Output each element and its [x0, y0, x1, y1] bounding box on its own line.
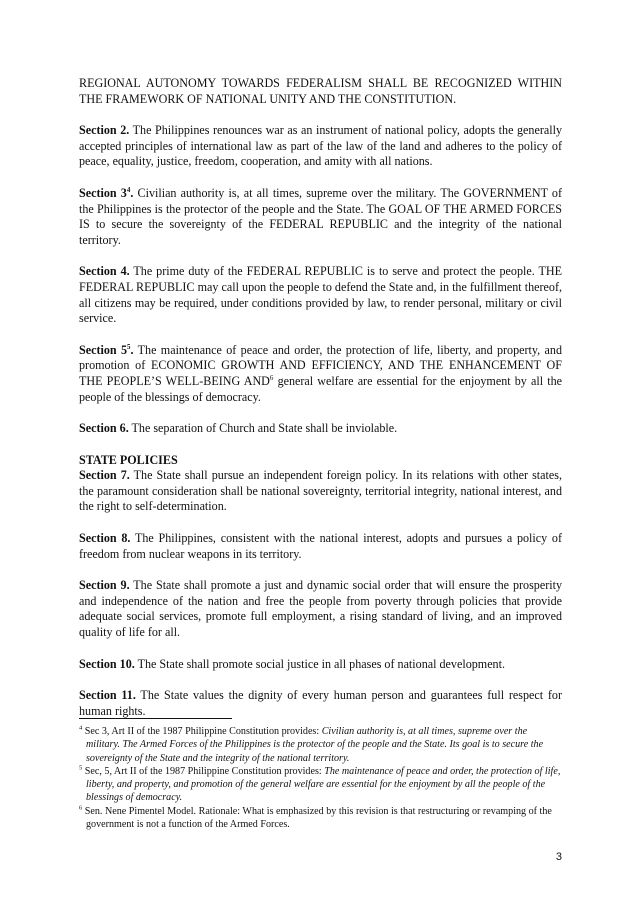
section-label: Section 2.	[79, 123, 130, 138]
section-9	[79, 578, 562, 640]
footnote-4	[79, 725, 562, 765]
section-label	[79, 343, 134, 357]
footnote-plain-text: Sen. Nene Pimentel Model. Rationale: What is emphasized by this revision is that restructuring or revamping of the government is not a function of the Armed Forces.	[82, 805, 552, 831]
footnote-divider	[79, 718, 232, 719]
footnote-5	[79, 765, 562, 805]
footnote-italic-text: The maintenance of peace and order, the protection of life, liberty, and property, and promotion of the general welfare are essential for the enjoyment by all the people of the blessings of democracy.	[86, 765, 561, 804]
footnotes	[79, 725, 562, 831]
section-label-suffix: .	[130, 185, 134, 200]
footnote-number: 4	[79, 724, 83, 732]
section-2	[79, 123, 562, 170]
footnote-italic-text: Civilian authority is, at all times, supreme over the military. The Armed Forces of the Philippines is the protector of the people and the State. Its goal is to secure the sovereignty of the State and the integrity of the national territory.	[86, 726, 544, 764]
footnote-ref[interactable]: 6	[269, 373, 274, 382]
section-text: general welfare are essential for the enjoyment by all the people of the blessings of democracy.	[79, 373, 562, 404]
section-label	[79, 186, 133, 200]
section-label: Section 6.	[79, 421, 129, 436]
section-label: Section 4.	[79, 264, 130, 279]
section-11	[79, 688, 562, 719]
section-text: The State shall promote social justice in all phases of national development.	[134, 656, 505, 671]
section-6	[79, 421, 562, 437]
footnote-ref[interactable]: 4	[126, 185, 131, 194]
state-policies-heading: STATE POLICIES	[79, 452, 178, 467]
body-text	[79, 76, 562, 719]
footnote-plain-text: Sec, 5, Art II of the 1987 Philippine Constitution provides:	[82, 765, 325, 777]
section-text: The State values the dignity of every human person and guarantees full respect for human rights.	[79, 688, 562, 718]
footnote-6	[79, 805, 562, 832]
section-text: The prime duty of the FEDERAL REPUBLIC is to serve and protect the people. THE FEDERAL REPUBLIC may call upon the people to defend the State and, in the fulfillment thereof, all citizens may be required, under conditions provided by law, to render personal, military or civil service.	[79, 264, 562, 326]
intro-paragraph: REGIONAL AUTONOMY TOWARDS FEDERALISM SHALL BE RECOGNIZED WITHIN THE FRAMEWORK OF NATIONAL UNITY AND THE CONSTITUTION.	[79, 76, 562, 106]
page-number: 3	[555, 851, 562, 863]
section-text: The Philippines renounces war as an instrument of national policy, adopts the generally accepted principles of international law as part of the law of the land and adheres to the policy of peace, equality, justice, freedom, cooperation, and amity with all nations.	[79, 123, 563, 169]
footnote-number: 5	[79, 764, 83, 772]
section-label: Section 10.	[79, 656, 135, 671]
footnote-ref[interactable]: 5	[127, 342, 131, 351]
section-text: The separation of Church and State shall be inviolable.	[128, 421, 398, 436]
section-text: The Philippines, consistent with the national interest, adopts and pursues a policy of freedom from nuclear weapons in its territory.	[79, 531, 562, 561]
section-text: The State shall promote a just and dynamic social order that will ensure the prosperity and independence of the nation and free the people from poverty through policies that provide adequate social services, promote full employment, a rising standard of living, and an improved quality of life for all.	[79, 578, 562, 640]
section-label: Section 11.	[79, 688, 136, 703]
section-label: Section 7.	[79, 468, 130, 483]
footnote-plain-text: Sec 3, Art II of the 1987 Philippine Constitution provides:	[82, 726, 322, 737]
section-5	[79, 343, 562, 405]
section-8	[79, 531, 562, 562]
section-3	[79, 186, 562, 248]
section-label: Section 9.	[79, 578, 130, 593]
section-10	[79, 657, 562, 673]
footnote-number: 6	[79, 804, 83, 812]
section-label-text: Section 3	[79, 185, 127, 200]
section-label: Section 8.	[79, 531, 131, 546]
section-text: Civilian authority is, at all times, supreme over the military. The GOVERNMENT of the Philippines is the protector of the people and the State. The GOAL OF THE ARMED FORCES IS to secure the sovereignty of the FEDERAL REPUBLIC and the integrity of the national territory.	[79, 185, 562, 247]
section-7	[79, 468, 562, 515]
section-label-suffix: .	[130, 342, 134, 357]
section-label-text: Section 5	[79, 342, 128, 357]
section-text: The State shall pursue an independent foreign policy. In its relations with other states, the paramount consideration shall be national sovereignty, territorial integrity, national interest, and the right to self-determination.	[79, 468, 562, 514]
section-4	[79, 264, 562, 326]
section-text: The maintenance of peace and order, the protection of life, liberty, and property, and promotion of ECONOMIC GROWTH AND EFFICIENCY, AND THE ENHANCEMENT OF THE PEOPLE’S WELL-BEING AND	[79, 342, 562, 388]
